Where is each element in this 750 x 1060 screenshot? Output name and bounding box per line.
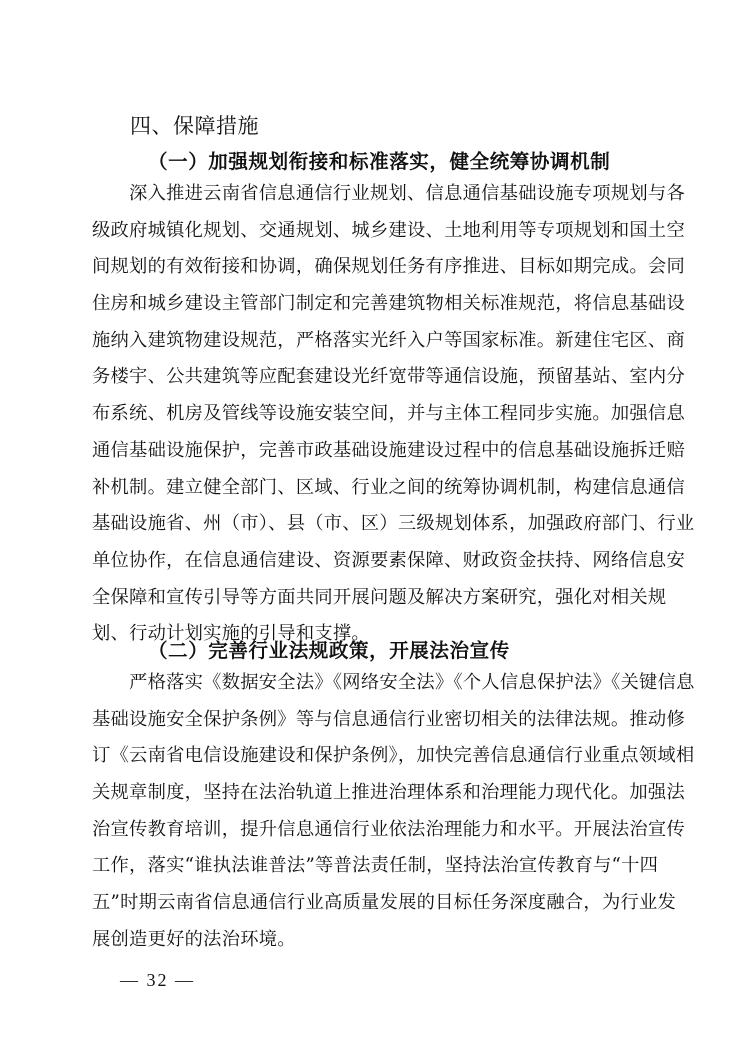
paragraph-line: 五”时期云南省信息通信行业高质量发展的目标任务深度融合，为行业发 <box>92 892 677 914</box>
paragraph-line: 治宣传教育培训，提升信息通信行业依法治理能力和水平。开展法治宣传 <box>92 818 685 840</box>
paragraph-line: 务楼宇、公共建筑等应配套建设光纤宽带等通信设施，预留基站、室内分 <box>92 366 685 388</box>
paragraph-line: 基础设施省、州（市）、县（市、区）三级规划体系，加强政府部门、行业 <box>92 513 695 535</box>
paragraph-line: 深入推进云南省信息通信行业规划、信息通信基础设施专项规划与各 <box>92 183 685 204</box>
paragraph-line: 基础设施安全保护条例》等与信息通信行业密切相关的法律法规。推动修 <box>92 708 685 730</box>
paragraph-line: 间规划的有效衔接和协调，确保规划任务有序推进、目标如期完成。会同 <box>92 256 685 278</box>
paragraph-line: 划、行动计划实施的引导和支撑。 <box>92 623 370 645</box>
paragraph-line: 布系统、机房及管线等设施安装空间，并与主体工程同步实施。加强信息 <box>92 403 685 425</box>
paragraph-line: 补机制。建立健全部门、区域、行业之间的统筹协调机制，构建信息通信 <box>92 476 685 498</box>
subsection-1-title: （一）加强规划衔接和标准落实，健全统筹协调机制 <box>148 150 611 173</box>
paragraph-line: 工作，落实“谁执法谁普法”等普法责任制，坚持法治宣传教育与“十四 <box>92 855 659 877</box>
paragraph-line: 施纳入建筑物建设规范，严格落实光纤入户等国家标准。新建住宅区、商 <box>92 329 685 351</box>
paragraph-line: 关规章制度，坚持在法治轨道上推进治理体系和治理能力现代化。加强法 <box>92 782 685 804</box>
paragraph-line: 住房和城乡建设主管部门制定和完善建筑物相关标准规范，将信息基础设 <box>92 293 685 315</box>
paragraph-line: 通信基础设施保护，完善市政基础设施建设过程中的信息基础设施拆迁赔 <box>92 439 685 461</box>
paragraph-line: 单位协作，在信息通信建设、资源要素保障、财政资金扶持、网络信息安 <box>92 549 685 571</box>
paragraph-line: 订《云南省电信设施建设和保护条例》，加快完善信息通信行业重点领域相 <box>92 745 695 767</box>
paragraph-line: 全保障和宣传引导等方面共同开展问题及解决方案研究，强化对相关规 <box>92 586 667 608</box>
paragraph-line: 级政府城镇化规划、交通规划、城乡建设、土地利用等专项规划和国土空 <box>92 219 685 241</box>
paragraph-line: 严格落实《数据安全法》《网络安全法》《个人信息保护法》《关键信息 <box>92 672 695 693</box>
paragraph-line: 展创造更好的法治环境。 <box>92 928 296 950</box>
section-title: 四、保障措施 <box>130 114 259 138</box>
page-number: — 32 — <box>120 970 195 990</box>
subsection-2-paragraph <box>92 665 695 959</box>
subsection-1-paragraph <box>92 176 695 653</box>
subsection-2-title: （二）完善行业法规政策，开展法治宣传 <box>148 639 510 662</box>
